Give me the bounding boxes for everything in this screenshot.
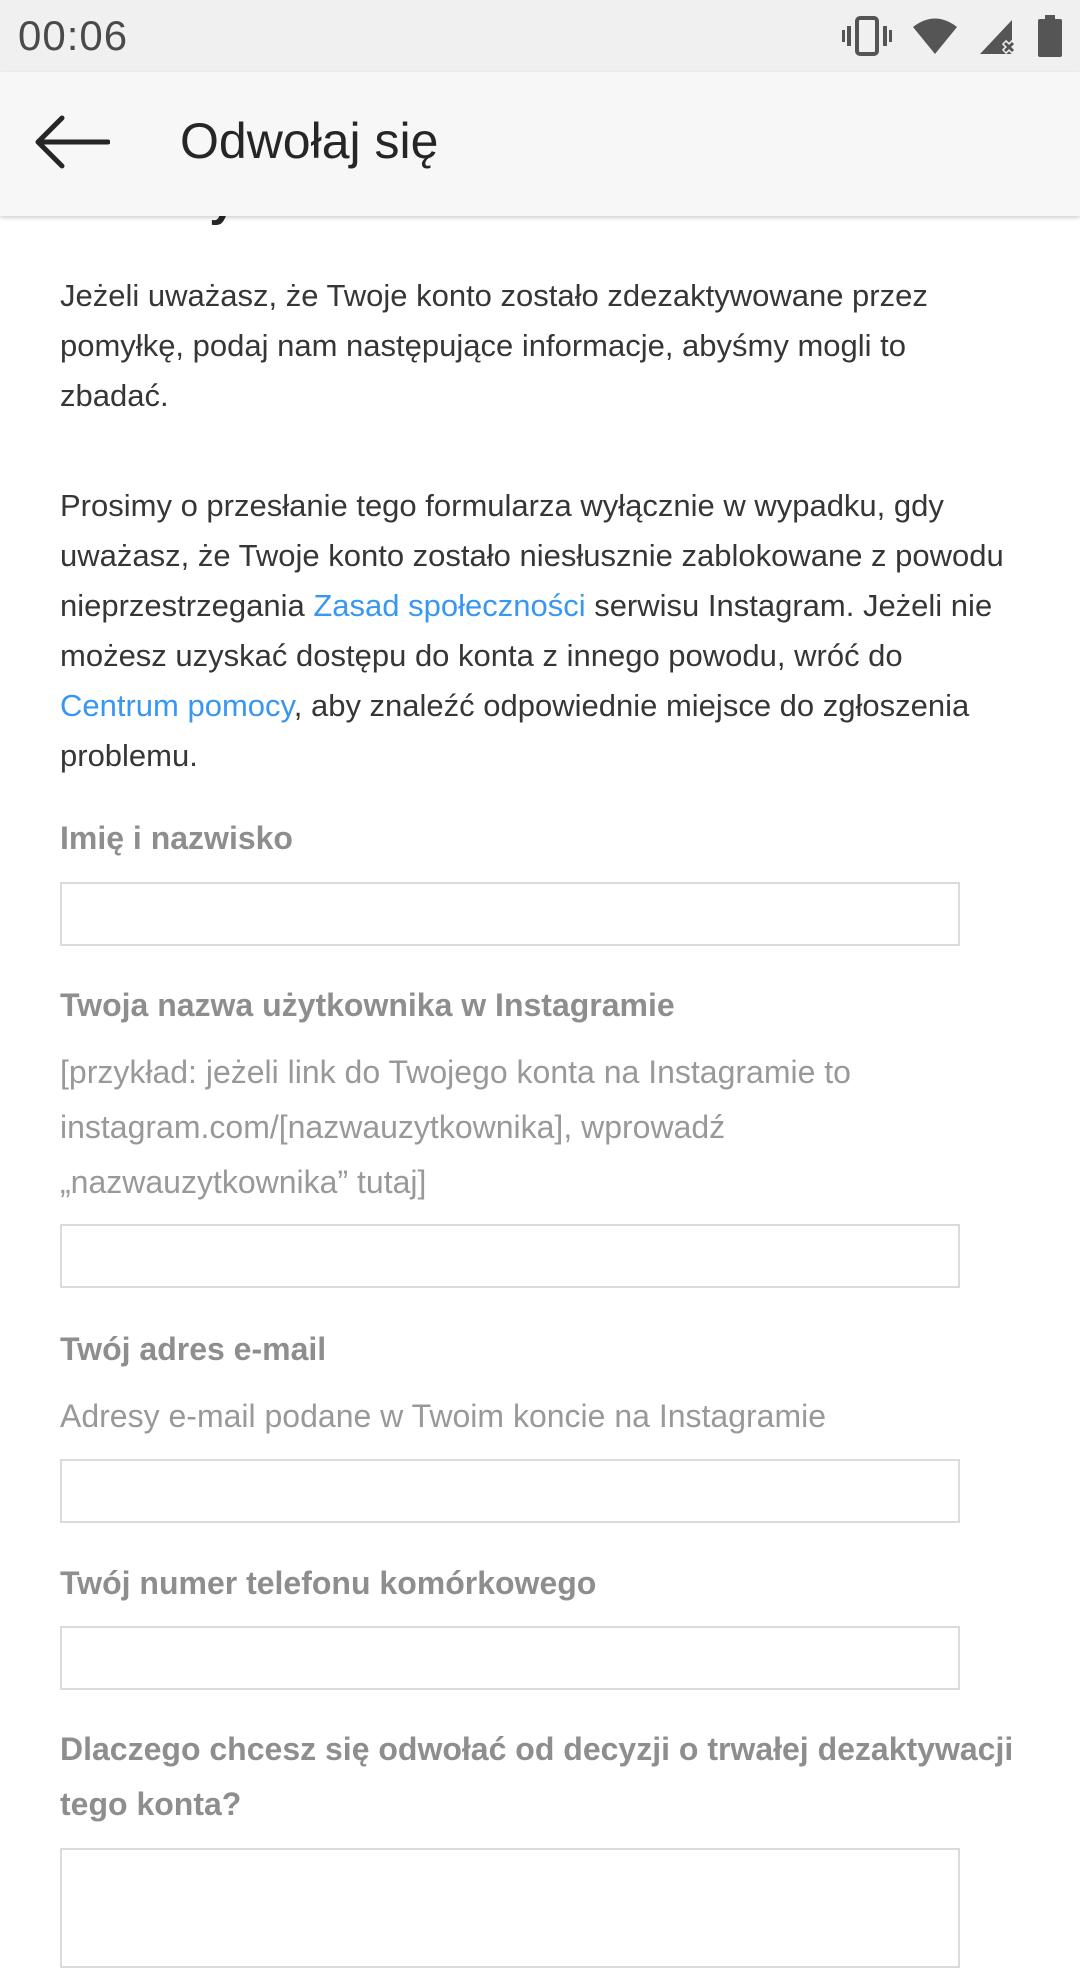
phone-label: Twój numer telefonu komórkowego xyxy=(60,1565,597,1601)
username-hint: [przykład: jeżeli link do Twojego konta na Instagramie to instagram.com/[nazwauzytkownika], wprowadź „nazwauzytkownika” tutaj] xyxy=(60,1054,851,1200)
intro-paragraph: Jeżeli uważasz, że Twoje konto zostało zdezaktywowane przez pomyłkę, podaj nam następujące informacje, abyśmy mogli to zbadać. xyxy=(60,278,928,413)
status-time: 00:06 xyxy=(18,12,129,59)
appeal-reason-label: Dlaczego chcesz się odwołać od decyzji o trwałej dezaktywacji tego konta? xyxy=(60,1731,1014,1822)
battery-icon xyxy=(1038,15,1062,57)
name-input[interactable] xyxy=(60,882,960,946)
info-paragraph xyxy=(60,481,1020,781)
info-text-3: , aby znaleźć odpowiednie miejsce do zgłoszenia problemu. xyxy=(60,688,970,773)
email-input[interactable] xyxy=(60,1459,960,1523)
username-label: Twoja nazwa użytkownika w Instagramie xyxy=(60,987,675,1023)
vibrate-icon xyxy=(842,16,892,56)
email-label: Twój adres e-mail xyxy=(60,1331,327,1367)
appeal-reason-textarea[interactable] xyxy=(60,1848,960,1968)
wifi-icon xyxy=(912,16,958,56)
app-bar xyxy=(0,72,1080,216)
page-title: Odwołaj się xyxy=(180,113,439,169)
username-input[interactable] xyxy=(60,1224,960,1288)
help-center-link[interactable]: Centrum pomocy xyxy=(60,688,294,723)
arrow-left-icon xyxy=(34,114,110,175)
name-label: Imię i nazwisko xyxy=(60,820,293,856)
signal-icon xyxy=(978,16,1018,56)
community-guidelines-link[interactable]: Zasad społeczności xyxy=(313,588,586,623)
phone-input[interactable] xyxy=(60,1626,960,1690)
info-text-2: serwisu Instagram. Jeżeli nie możesz uzyskać dostępu do konta z innego powodu, wróć do xyxy=(60,588,993,673)
info-text-1: Prosimy o przesłanie tego formularza wyłącznie w wypadku, gdy uważasz, że Twoje konto zostało niesłusznie zablokowane z powodu nieprzestrzegania xyxy=(60,488,1004,623)
back-button[interactable] xyxy=(24,108,120,180)
email-hint: Adresy e-mail podane w Twoim koncie na Instagramie xyxy=(60,1398,826,1434)
status-icons xyxy=(842,14,1062,58)
status-bar xyxy=(0,0,1080,72)
